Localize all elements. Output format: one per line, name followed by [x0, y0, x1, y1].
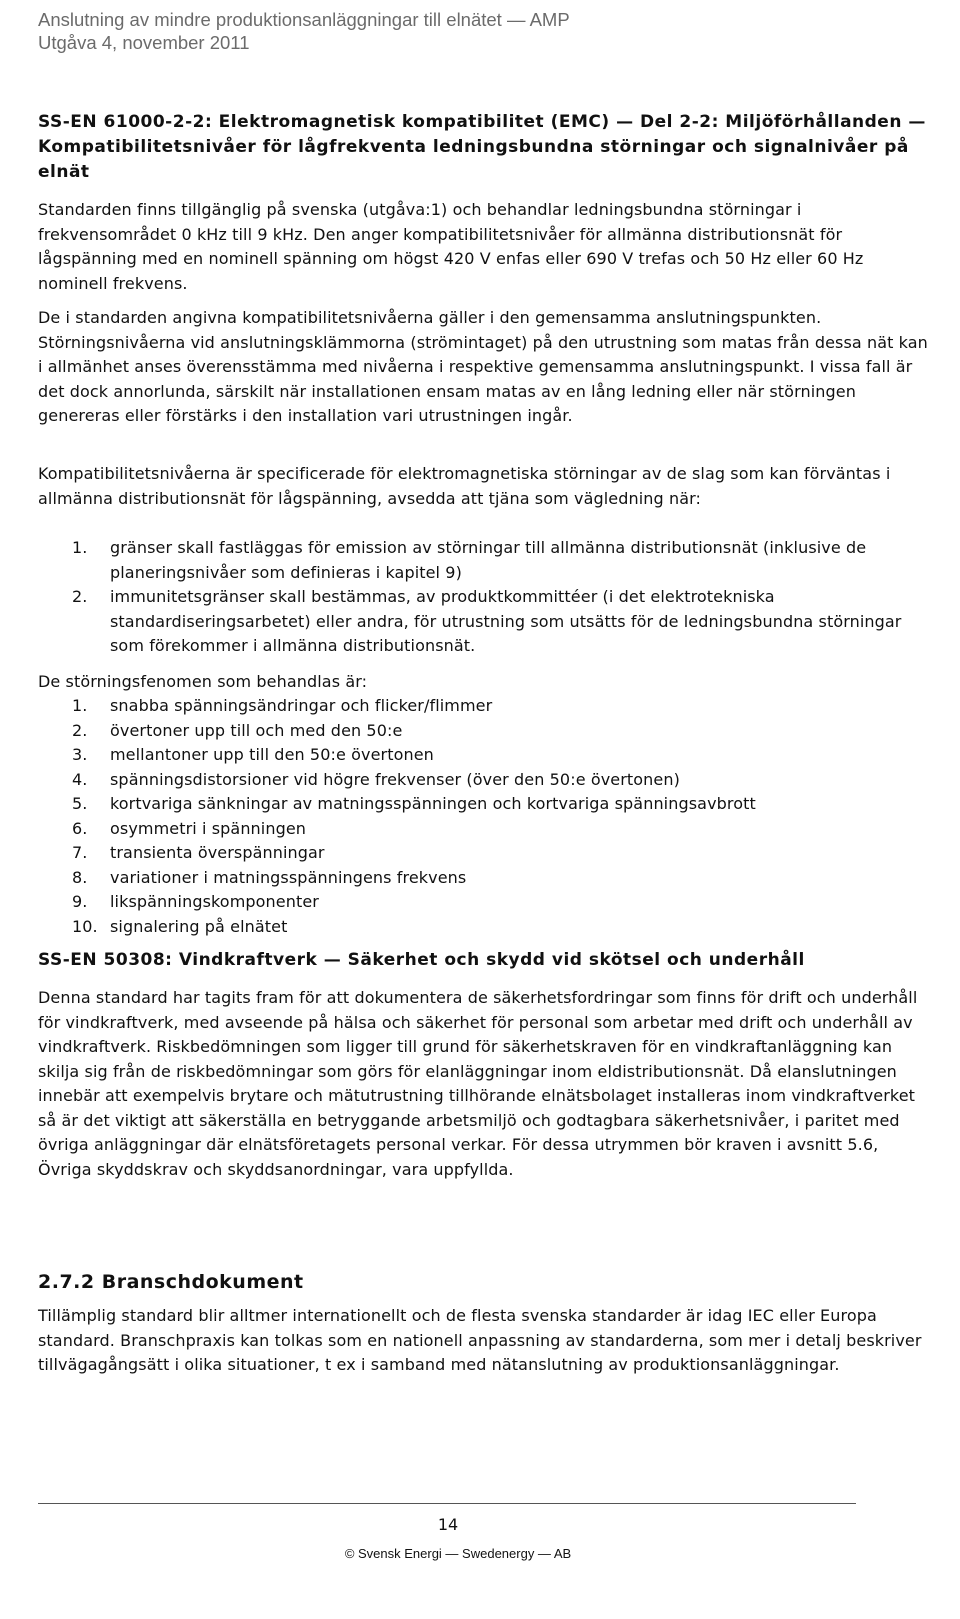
list-number: 2. [72, 720, 88, 740]
list-text: snabba spänningsändringar och flicker/flimmer [110, 696, 493, 715]
paragraph: Denna standard har tagits fram för att dokumentera de säkerhetsfordringar som finns för drift och underhåll för vindkraftverk, med avseende på hälsa och säkerhet för personal som arbetar med drift och underhåll av vindkraftverk. Riskbedömningen som ligger till grund för säkerhetskraven för en vindkraftanläggning kan skilja sig från de riskbedömningar som görs för elanläggningar inom eldistributionsnät. Då elanslutningen innebär att exempelvis brytare och mätutrustning tillhörande elnätsbolaget installeras inom vindkraftverket så är det viktigt att säkerställa en betryggande arbetsmiljö och godtagbara säkerhetsnivåer, i paritet med övriga anläggningar där elnätsföretagets personal verkar. För dessa utrymmen bör kraven i avsnitt 5.6, Övriga skyddskrav och skyddsanordningar, vara uppfyllda. [38, 988, 918, 1179]
phenomena-list [38, 694, 928, 939]
phenomena-intro [38, 670, 928, 695]
list-text: variationer i matningsspänningens frekvens [110, 867, 467, 887]
section-heading: 2.7.2 Branschdokument [38, 1271, 304, 1293]
section-272-body [38, 1304, 928, 1378]
list-number: 2. [72, 587, 88, 606]
list-text: kortvariga sänkningar av matningsspänningen och kortvariga spänningsavbrott [110, 794, 756, 813]
paragraph: Standarden finns tillgänglig på svenska (utgåva:1) och behandlar ledningsbundna störningar i frekvensområdet 0 kHz till 9 kHz. Den anger kompatibilitetsnivåer för allmänna distributionsnät för lågspänning med en nominell spänning om högst 420 V enfas eller 690 V trefas och 50 Hz eller 60 Hz nominell frekvens. [38, 200, 864, 293]
section-en61000-intro [38, 198, 928, 296]
footer-divider [38, 1503, 856, 1504]
list-text: osymmetri i spänningen [110, 818, 307, 838]
list-number: 9. [72, 892, 88, 911]
list-text: immunitetsgränser skall bestämmas, av produktkommittéer (i det elektrotekniska standardiseringsarbetet) eller andra, för utrustning som utsätts för de ledningsbundna störningar som förekommer i allmänna distributionsnät. [110, 587, 902, 655]
list-item [38, 585, 928, 659]
list-number: 8. [72, 867, 88, 887]
list-item [38, 866, 928, 891]
list-number: 4. [72, 769, 88, 789]
section-en50308 [38, 948, 928, 973]
paragraph: Kompatibilitetsnivåerna är specificerade för elektromagnetiska störningar av de slag som kan förväntas i allmänna distributionsnät för lågspänning, avsedda att tjäna som vägledning när: [38, 464, 891, 508]
purpose-list [38, 536, 928, 659]
list-item [38, 841, 928, 866]
header-title: Anslutning av mindre produktionsanläggningar till elnätet — AMP [38, 9, 570, 30]
section-en61000 [38, 110, 928, 185]
list-item [38, 743, 928, 768]
page-number: 14 [437, 1515, 459, 1534]
paragraph: Tillämplig standard blir alltmer internationellt och de flesta svenska standarder är idag IEC eller Europa standard. Branschpraxis kan tolkas som en nationell anpassning av standarderna, som mer i detalj beskriver tillvägagångsätt i olika situationer, t ex i samband med nätanslutning av produktionsanläggningar. [38, 1306, 922, 1374]
list-item [38, 890, 928, 915]
list-number: 10. [72, 916, 98, 936]
list-item [38, 694, 928, 719]
footer-copyright: © Svensk Energi — Swedenergy — AB [344, 1546, 572, 1561]
document-header [38, 8, 570, 54]
list-text: likspänningskomponenter [110, 892, 319, 911]
list-item [38, 915, 928, 940]
list-text: mellantoner upp till den 50:e övertonen [110, 745, 434, 764]
section-heading: SS-EN 61000-2-2: Elektromagnetisk kompatibilitet (EMC) — Del 2-2: Miljöförhållanden — Kompatibilitetsnivåer för lågfrekventa ledningsbundna störningar och signalnivåer på elnät [38, 112, 926, 182]
list-number: 6. [72, 818, 88, 838]
list-text: transienta överspänningar [110, 843, 325, 862]
section-heading: SS-EN 50308: Vindkraftverk — Säkerhet och skydd vid skötsel och underhåll [38, 950, 805, 970]
list-number: 3. [72, 745, 88, 764]
list-item [38, 719, 928, 744]
header-edition: Utgåva 4, november 2011 [38, 32, 250, 53]
paragraph: De i standarden angivna kompatibilitetsnivåerna gäller i den gemensamma anslutningspunkten. Störningsnivåerna vid anslutningsklämmorna (strömintaget) på den utrustning som matas från dessa nät kan i allmänhet anses överensstämma med nivåerna i respektive gemensamma anslutningspunkt. I vissa fall är det dock annorlunda, särskilt när installationen ensam matas av en lång ledning eller när störningen genereras eller förstärks i den installation vari utrustningen ingår. [38, 308, 928, 425]
list-item [38, 768, 928, 793]
paragraph: De störningsfenomen som behandlas är: [38, 672, 368, 691]
list-text: spänningsdistorsioner vid högre frekvenser (över den 50:e övertonen) [110, 769, 680, 789]
list-item [38, 792, 928, 817]
list-number: 5. [72, 794, 88, 813]
section-en61000-p3 [38, 462, 928, 511]
section-en61000-p2 [38, 306, 928, 429]
list-number: 1. [72, 538, 88, 557]
list-number: 1. [72, 696, 88, 715]
list-text: signalering på elnätet [110, 916, 288, 936]
list-item [38, 536, 928, 585]
section-en50308-body [38, 986, 928, 1182]
list-item [38, 817, 928, 842]
section-272 [38, 1271, 928, 1293]
list-number: 7. [72, 843, 88, 862]
list-text: gränser skall fastläggas för emission av störningar till allmänna distributionsnät (inklusive de planeringsnivåer som definieras i kapitel 9) [110, 538, 867, 582]
list-text: övertoner upp till och med den 50:e [110, 720, 403, 740]
